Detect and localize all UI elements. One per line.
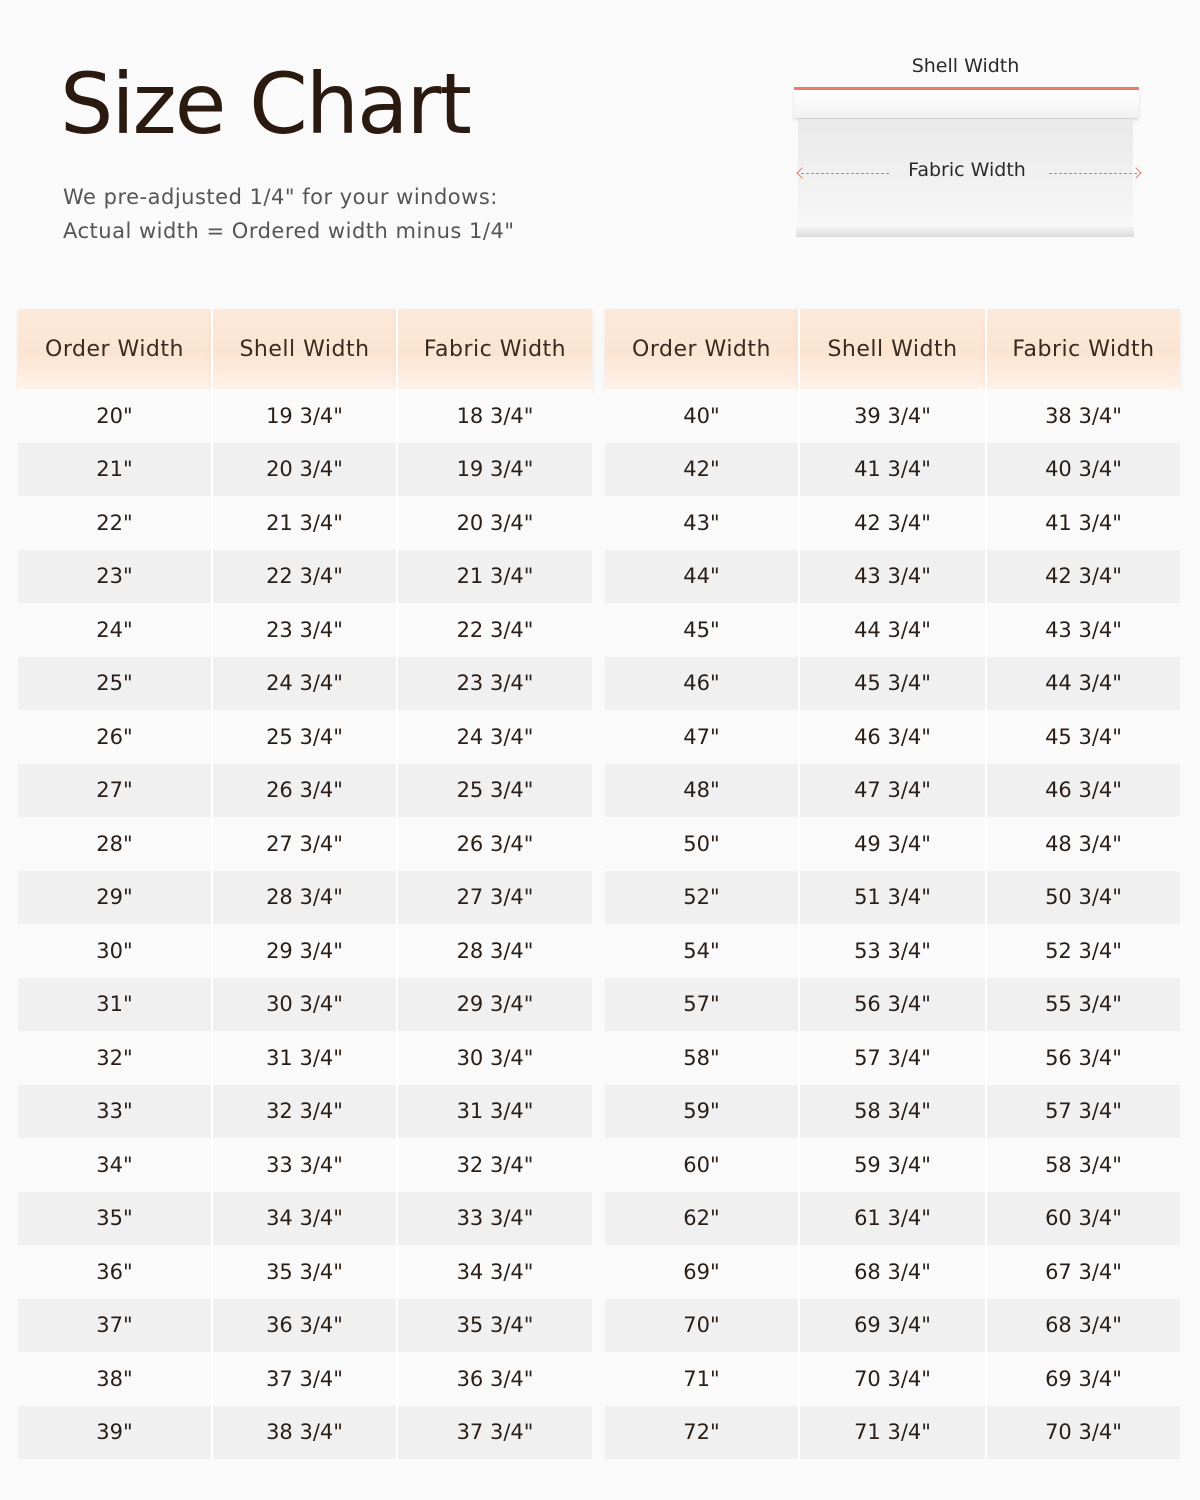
table-row [605,1138,1180,1192]
shell-width-cell: 57 3/4" [799,1031,986,1085]
table-row [605,924,1180,978]
fabric-bottom-bar [796,227,1134,237]
table-row [18,1085,592,1139]
shell-width-cell: 51 3/4" [799,871,986,925]
shell-width-cell: 59 3/4" [799,1138,986,1192]
shade-diagram [793,52,1143,242]
fabric-width-cell: 50 3/4" [986,871,1180,925]
order-width-cell: 37" [18,1299,212,1353]
fabric-width-cell: 69 3/4" [986,1352,1180,1406]
fabric-width-cell: 60 3/4" [986,1192,1180,1246]
table-row [18,978,592,1032]
table-row [605,1299,1180,1353]
order-width-cell: 32" [18,1031,212,1085]
fabric-width-cell: 55 3/4" [986,978,1180,1032]
order-width-cell: 59" [605,1085,799,1139]
shell-width-cell: 49 3/4" [799,817,986,871]
header-shell-width: Shell Width [799,309,986,389]
order-width-cell: 26" [18,710,212,764]
order-width-cell: 24" [18,603,212,657]
order-width-cell: 69" [605,1245,799,1299]
fabric-width-cell: 32 3/4" [397,1138,592,1192]
table-row [18,1406,592,1460]
table-row [605,550,1180,604]
header-order-width: Order Width [605,309,799,389]
table-row [18,550,592,604]
table-row [18,1138,592,1192]
fabric-width-cell: 58 3/4" [986,1138,1180,1192]
shell-width-cell: 56 3/4" [799,978,986,1032]
order-width-cell: 39" [18,1406,212,1460]
order-width-cell: 20" [18,389,212,443]
table-row [605,1352,1180,1406]
fabric-width-cell: 30 3/4" [397,1031,592,1085]
shell-width-cell: 71 3/4" [799,1406,986,1460]
table-row [18,710,592,764]
order-width-cell: 60" [605,1138,799,1192]
shell-width-cell: 36 3/4" [212,1299,397,1353]
shell-width-cell: 19 3/4" [212,389,397,443]
order-width-cell: 29" [18,871,212,925]
fabric-width-cell: 35 3/4" [397,1299,592,1353]
shell-width-cell: 41 3/4" [799,443,986,497]
shell-width-cell: 35 3/4" [212,1245,397,1299]
order-width-cell: 28" [18,817,212,871]
order-width-cell: 21" [18,443,212,497]
order-width-cell: 34" [18,1138,212,1192]
fabric-width-cell: 24 3/4" [397,710,592,764]
order-width-cell: 54" [605,924,799,978]
shell-width-cell: 28 3/4" [212,871,397,925]
order-width-cell: 31" [18,978,212,1032]
table-row [605,710,1180,764]
shell-width-cell: 33 3/4" [212,1138,397,1192]
page-title: Size Chart [60,55,470,153]
shell-width-cell: 20 3/4" [212,443,397,497]
table-row [605,817,1180,871]
shell-width-cell: 23 3/4" [212,603,397,657]
shell-width-cell: 24 3/4" [212,657,397,711]
fabric-width-cell: 70 3/4" [986,1406,1180,1460]
fabric-width-cell: 25 3/4" [397,764,592,818]
shell-width-cell: 39 3/4" [799,389,986,443]
shell-width-cell: 45 3/4" [799,657,986,711]
order-width-cell: 23" [18,550,212,604]
order-width-cell: 72" [605,1406,799,1460]
fabric-width-cell: 18 3/4" [397,389,592,443]
fabric-width-cell: 21 3/4" [397,550,592,604]
fabric-width-cell: 40 3/4" [986,443,1180,497]
order-width-cell: 22" [18,496,212,550]
header-fabric-width: Fabric Width [397,309,592,389]
fabric-width-cell: 20 3/4" [397,496,592,550]
table-header-row [605,309,1180,389]
fabric-width-cell: 29 3/4" [397,978,592,1032]
fabric-width-cell: 42 3/4" [986,550,1180,604]
fabric-width-cell: 37 3/4" [397,1406,592,1460]
table-row [18,1245,592,1299]
table-row [605,764,1180,818]
fabric-width-cell: 26 3/4" [397,817,592,871]
shell-body [794,90,1139,118]
order-width-cell: 45" [605,603,799,657]
table-row [18,443,592,497]
order-width-cell: 25" [18,657,212,711]
order-width-cell: 36" [18,1245,212,1299]
order-width-cell: 44" [605,550,799,604]
shell-width-cell: 27 3/4" [212,817,397,871]
right-arrow-icon [1049,173,1137,175]
table-row [605,496,1180,550]
shell-width-cell: 43 3/4" [799,550,986,604]
shell-width-cell: 29 3/4" [212,924,397,978]
table-row [18,924,592,978]
subtitle [63,180,514,248]
order-width-cell: 62" [605,1192,799,1246]
fabric-width-cell: 34 3/4" [397,1245,592,1299]
fabric-width-cell: 48 3/4" [986,817,1180,871]
shell-width-cell: 31 3/4" [212,1031,397,1085]
shell-width-cell: 61 3/4" [799,1192,986,1246]
order-width-cell: 58" [605,1031,799,1085]
fabric-width-cell: 19 3/4" [397,443,592,497]
shell-width-cell: 42 3/4" [799,496,986,550]
fabric-width-cell: 57 3/4" [986,1085,1180,1139]
shell-width-cell: 32 3/4" [212,1085,397,1139]
table-row [605,1245,1180,1299]
table-header-row [18,309,592,389]
table-row [18,1352,592,1406]
table-row [605,978,1180,1032]
order-width-cell: 40" [605,389,799,443]
fabric-width-cell: 33 3/4" [397,1192,592,1246]
shell-width-cell: 38 3/4" [212,1406,397,1460]
table-row [605,657,1180,711]
shell-width-cell: 69 3/4" [799,1299,986,1353]
subtitle-line-2: Actual width = Ordered width minus 1/4" [63,219,515,243]
table-row [605,1085,1180,1139]
table-row [18,657,592,711]
order-width-cell: 27" [18,764,212,818]
left-arrow-icon [801,173,889,175]
fabric-width-cell: 22 3/4" [397,603,592,657]
subtitle-line-1: We pre-adjusted 1/4" for your windows: [63,185,498,209]
table-row [605,603,1180,657]
fabric-width-cell: 68 3/4" [986,1299,1180,1353]
table-row [18,389,592,443]
fabric-width-cell: 27 3/4" [397,871,592,925]
shell-width-cell: 34 3/4" [212,1192,397,1246]
order-width-cell: 43" [605,496,799,550]
fabric-width-cell: 36 3/4" [397,1352,592,1406]
shell-width-cell: 46 3/4" [799,710,986,764]
order-width-cell: 48" [605,764,799,818]
order-width-cell: 38" [18,1352,212,1406]
header-shell-width: Shell Width [212,309,397,389]
table-row [18,1031,592,1085]
order-width-cell: 42" [605,443,799,497]
shell-width-cell: 58 3/4" [799,1085,986,1139]
shell-width-cell: 37 3/4" [212,1352,397,1406]
table-row [605,1192,1180,1246]
diagram-shell-width-label: Shell Width [911,55,1020,77]
table-row [605,443,1180,497]
fabric-width-cell: 44 3/4" [986,657,1180,711]
shell-width-cell: 53 3/4" [799,924,986,978]
fabric-width-cell: 52 3/4" [986,924,1180,978]
shell-width-cell: 70 3/4" [799,1352,986,1406]
shell-width-cell: 30 3/4" [212,978,397,1032]
order-width-cell: 33" [18,1085,212,1139]
table-row [605,1406,1180,1460]
order-width-cell: 71" [605,1352,799,1406]
table-row [18,496,592,550]
order-width-cell: 52" [605,871,799,925]
header-fabric-width: Fabric Width [986,309,1180,389]
order-width-cell: 70" [605,1299,799,1353]
fabric-width-cell: 28 3/4" [397,924,592,978]
order-width-cell: 50" [605,817,799,871]
fabric-width-cell: 56 3/4" [986,1031,1180,1085]
table-row [18,764,592,818]
size-table-right [605,309,1180,1459]
diagram-fabric-width-label: Fabric Width [908,159,1026,181]
fabric-width-cell: 46 3/4" [986,764,1180,818]
fabric-width-cell: 31 3/4" [397,1085,592,1139]
fabric-width-cell: 23 3/4" [397,657,592,711]
size-table-left [18,309,592,1459]
fabric-width-cell: 67 3/4" [986,1245,1180,1299]
shell-width-cell: 68 3/4" [799,1245,986,1299]
fabric-width-cell: 38 3/4" [986,389,1180,443]
order-width-cell: 47" [605,710,799,764]
table-row [605,871,1180,925]
order-width-cell: 57" [605,978,799,1032]
shell-width-cell: 21 3/4" [212,496,397,550]
table-row [18,603,592,657]
table-row [18,817,592,871]
fabric-width-cell: 43 3/4" [986,603,1180,657]
fabric-width-cell: 41 3/4" [986,496,1180,550]
shell-width-cell: 26 3/4" [212,764,397,818]
order-width-cell: 35" [18,1192,212,1246]
table-row [605,389,1180,443]
header-order-width: Order Width [18,309,212,389]
fabric-width-cell: 45 3/4" [986,710,1180,764]
table-row [18,871,592,925]
shell-width-cell: 47 3/4" [799,764,986,818]
table-row [18,1192,592,1246]
shell-width-cell: 44 3/4" [799,603,986,657]
shell-width-cell: 22 3/4" [212,550,397,604]
shell-width-cell: 25 3/4" [212,710,397,764]
table-row [605,1031,1180,1085]
table-row [18,1299,592,1353]
order-width-cell: 46" [605,657,799,711]
order-width-cell: 30" [18,924,212,978]
